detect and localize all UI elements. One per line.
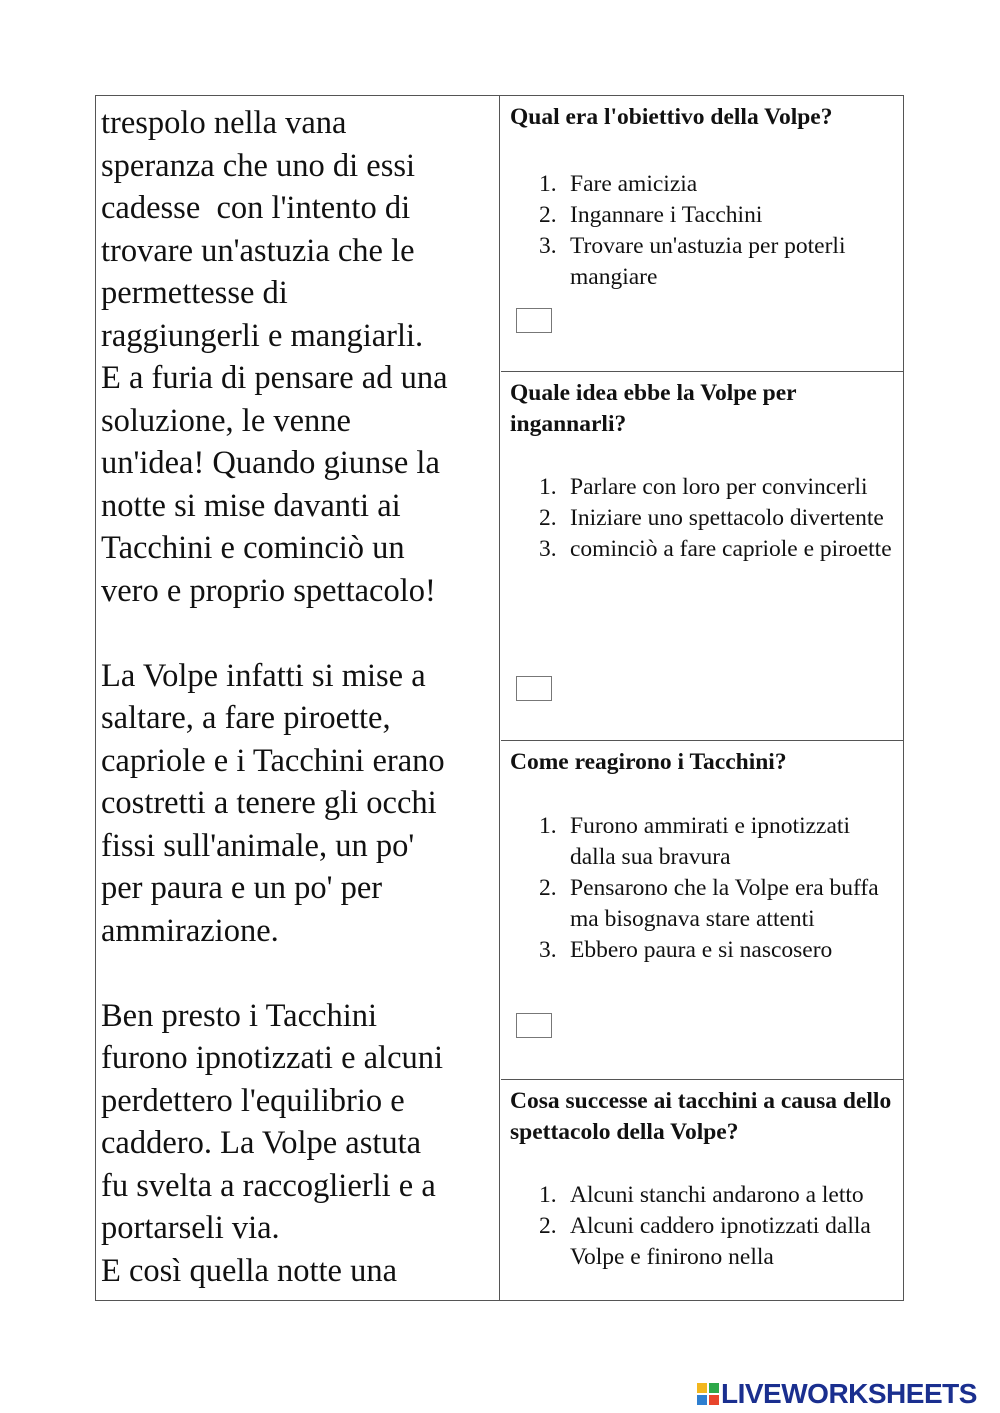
logo-grid-icon — [697, 1383, 719, 1405]
option-item — [501, 1211, 904, 1273]
story-text: trespolo nella vana speranza che uno di essi cadesse con l'intento di trovare un'astuzia che le permettesse di raggiungerli e mangiarli. E a furia di pensare ad una soluzione, le venne un'idea! Quando giunse la notte si mise davanti ai Tacchini e cominciò un vero e proprio spettacolo! La Volpe infatti si mise a saltare, a fare piroette, capriole e i Tacchini erano costretti a tenere gli occhi fissi sull'animale, un po' per paura e un po' per ammirazione. Ben presto i Tacchini furono ipnotizzati e alcuni perdettero l'equilibrio e caddero. La Volpe astuta fu svelta a raccoglierli e a portarseli via. E così quella notte una — [101, 105, 448, 1289]
option-text: Ingannare i Tacchini — [570, 201, 763, 228]
question-title: Qual era l'obiettivo della Volpe? — [510, 104, 833, 130]
option-item — [501, 200, 904, 231]
question-cell-4 — [501, 1080, 904, 1301]
option-text: Furono ammirati e ipnotizzati dalla sua bravura — [570, 812, 850, 870]
story-column — [96, 96, 500, 1300]
option-text: Fare amicizia — [570, 170, 698, 197]
option-number: 2. — [539, 505, 557, 531]
option-item — [501, 169, 904, 200]
options-list — [501, 811, 904, 966]
liveworksheets-logo — [697, 1377, 977, 1411]
option-number: 1. — [539, 1182, 557, 1208]
logo-text: LIVEWORKSHEETS — [721, 1378, 977, 1409]
option-item — [501, 534, 904, 565]
question-cell-1 — [501, 96, 904, 372]
option-text: Trovare un'astuzia per poterli mangiare — [570, 232, 846, 290]
answer-input-3[interactable] — [516, 1013, 552, 1038]
question-cell-2 — [501, 372, 904, 741]
option-item — [501, 935, 904, 966]
option-text: Alcuni caddero ipnotizzati dalla Volpe e finirono nella — [570, 1213, 871, 1270]
option-number: 2. — [539, 1213, 557, 1239]
worksheet-table — [95, 95, 904, 1301]
option-number: 1. — [539, 812, 557, 839]
option-item — [501, 811, 904, 873]
options-list — [501, 169, 904, 293]
options-list — [501, 1180, 904, 1273]
option-text: Ebbero paura e si nascosero — [570, 936, 833, 963]
option-text: Parlare con loro per convincerli — [570, 474, 868, 500]
option-item — [501, 1180, 904, 1211]
option-text: Alcuni stanchi andarono a letto — [570, 1182, 864, 1208]
question-cell-3 — [501, 741, 904, 1080]
answer-input-1[interactable] — [516, 308, 552, 333]
option-text: cominciò a fare capriole e piroette — [570, 536, 892, 562]
question-title: Come reagirono i Tacchini? — [510, 749, 787, 775]
option-number: 3. — [539, 536, 557, 562]
options-list — [501, 472, 904, 565]
option-number: 1. — [539, 474, 557, 500]
option-number: 2. — [539, 874, 557, 901]
question-title: Cosa successe ai tacchini a causa dello spettacolo della Volpe? — [510, 1088, 892, 1145]
option-text: Pensarono che la Volpe era buffa ma bisognava stare attenti — [570, 874, 879, 932]
option-number: 1. — [539, 170, 557, 197]
option-number: 3. — [539, 232, 557, 259]
option-number: 2. — [539, 201, 557, 228]
option-item — [501, 873, 904, 935]
option-text: Iniziare uno spettacolo divertente — [570, 505, 884, 531]
option-item — [501, 503, 904, 534]
option-item — [501, 472, 904, 503]
option-number: 3. — [539, 936, 557, 963]
answer-input-2[interactable] — [516, 676, 552, 701]
option-item — [501, 231, 904, 293]
question-title: Quale idea ebbe la Volpe per ingannarli? — [510, 380, 797, 437]
